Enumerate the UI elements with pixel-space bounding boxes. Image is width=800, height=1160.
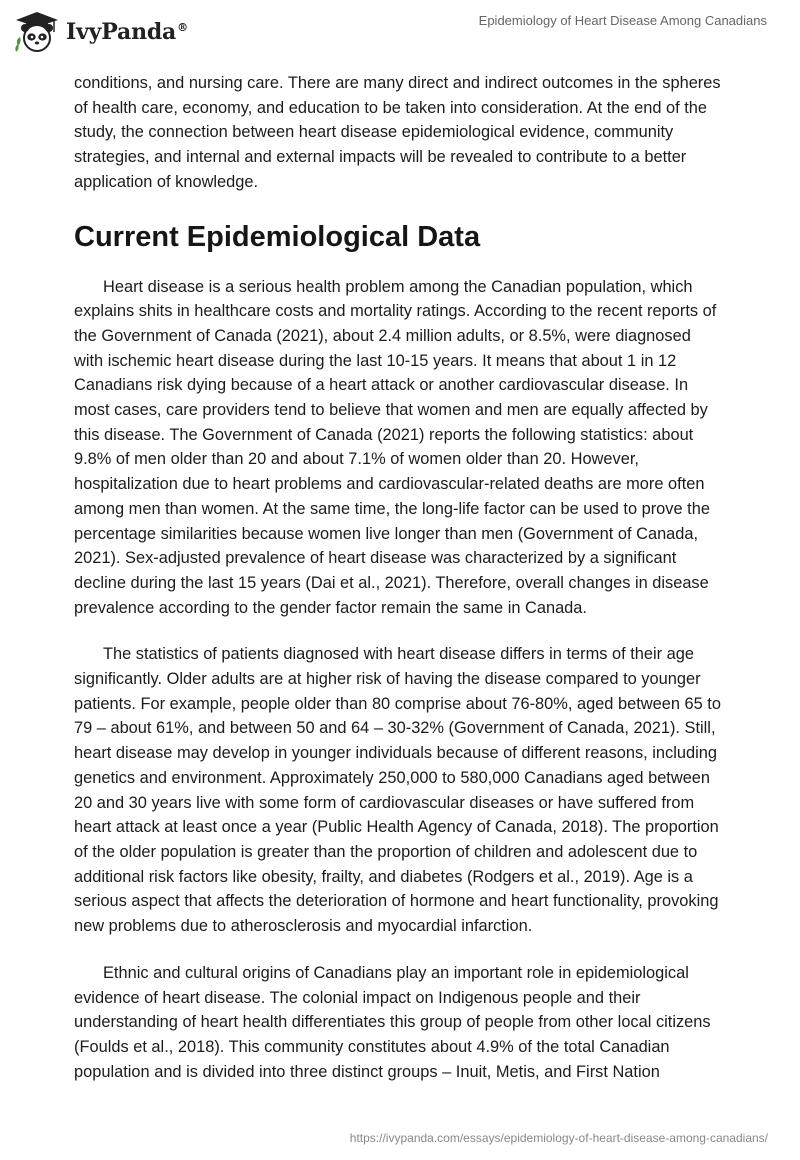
section-heading: Current Epidemiological Data [74,220,481,253]
panda-graduate-icon [14,10,60,54]
registered-mark: ® [177,20,188,34]
source-url-link[interactable]: https://ivypanda.com/essays/epidemiology-of-heart-disease-among-canadians/ [349,1131,768,1145]
body-paragraph: The statistics of patients diagnosed with heart disease differs in terms of their age significantly. Older adults are at higher risk of having the disease compared to younger patients. For example, people older than 80 comprise about 76-80%, aged between 65 to 79 – about 61%, and between 50 and 64 – 30-32% (Government of Canada, 2021). Still, heart disease may develop in younger individuals because of different reasons, including genetics and environment. Approximately 250,000 to 580,000 Canadians aged between 20 and 30 years live with some form of cardiovascular diseases or have suffered from heart attack at least once a year (Public Health Agency of Canada, 2018). The proportion of the older population is greater than the proportion of children and adolescent due to additional risk factors like obesity, frailty, and diabetes (Rodgers et al., 2019). Age is a serious aspect that affects the deterioration of hormone and heart functionality, provoking new problems due to atherosclerosis and myocardial infarction. [74,645,721,936]
body-paragraph: Heart disease is a serious health problem among the Canadian population, which explains shits in healthcare costs and mortality ratings. According to the recent reports of the Government of Canada (2021), about 2.4 million adults, or 8.5%, were diagnosed with ischemic heart disease during the last 10-15 years. It means that about 1 in 12 Canadians risk dying because of a heart attack or another cardiovascular disease. In most cases, care providers tend to believe that women and men are equally affected by this disease. The Government of Canada (2021) reports the following statistics: about 9.8% of men older than 20 and about 7.1% of women older than 20. However, hospitalization due to heart problems and cardiovascular-related deaths are more often among men than women. At the same time, the long-life factor can be used to prove the percentage similarities because women live longer than men (Government of Canada, 2021). Sex-adjusted prevalence of heart disease was characterized by a significant decline during the last 15 years (Dai et al., 2021). Therefore, overall changes in disease prevalence according to the gender factor remain the same in Canada. [74,277,717,617]
page-header [0,0,800,62]
body-paragraph: Ethnic and cultural origins of Canadians play an important role in epidemiological evidence of heart disease. The colonial impact on Indigenous people and their understanding of heart health differentiates this group of people from other local citizens (Foulds et al., 2018). This community constitutes about 4.9% of the total Canadian population and is divided into three distinct groups – Inuit, Metis, and First Nation [74,963,711,1081]
document-title: Epidemiology of Heart Disease Among Canadians [478,13,767,28]
ivypanda-logo[interactable] [14,10,188,54]
intro-paragraph: conditions, and nursing care. There are many direct and indirect outcomes in the spheres of health care, economy, and education to be taken into consideration. At the end of the study, the connection between heart disease epidemiological evidence, community strategies, and internal and external impacts will be revealed to contribute to a better application of knowledge. [74,74,721,191]
logo-wordmark: IvyPanda® [66,19,188,45]
essay-content [74,71,724,1106]
